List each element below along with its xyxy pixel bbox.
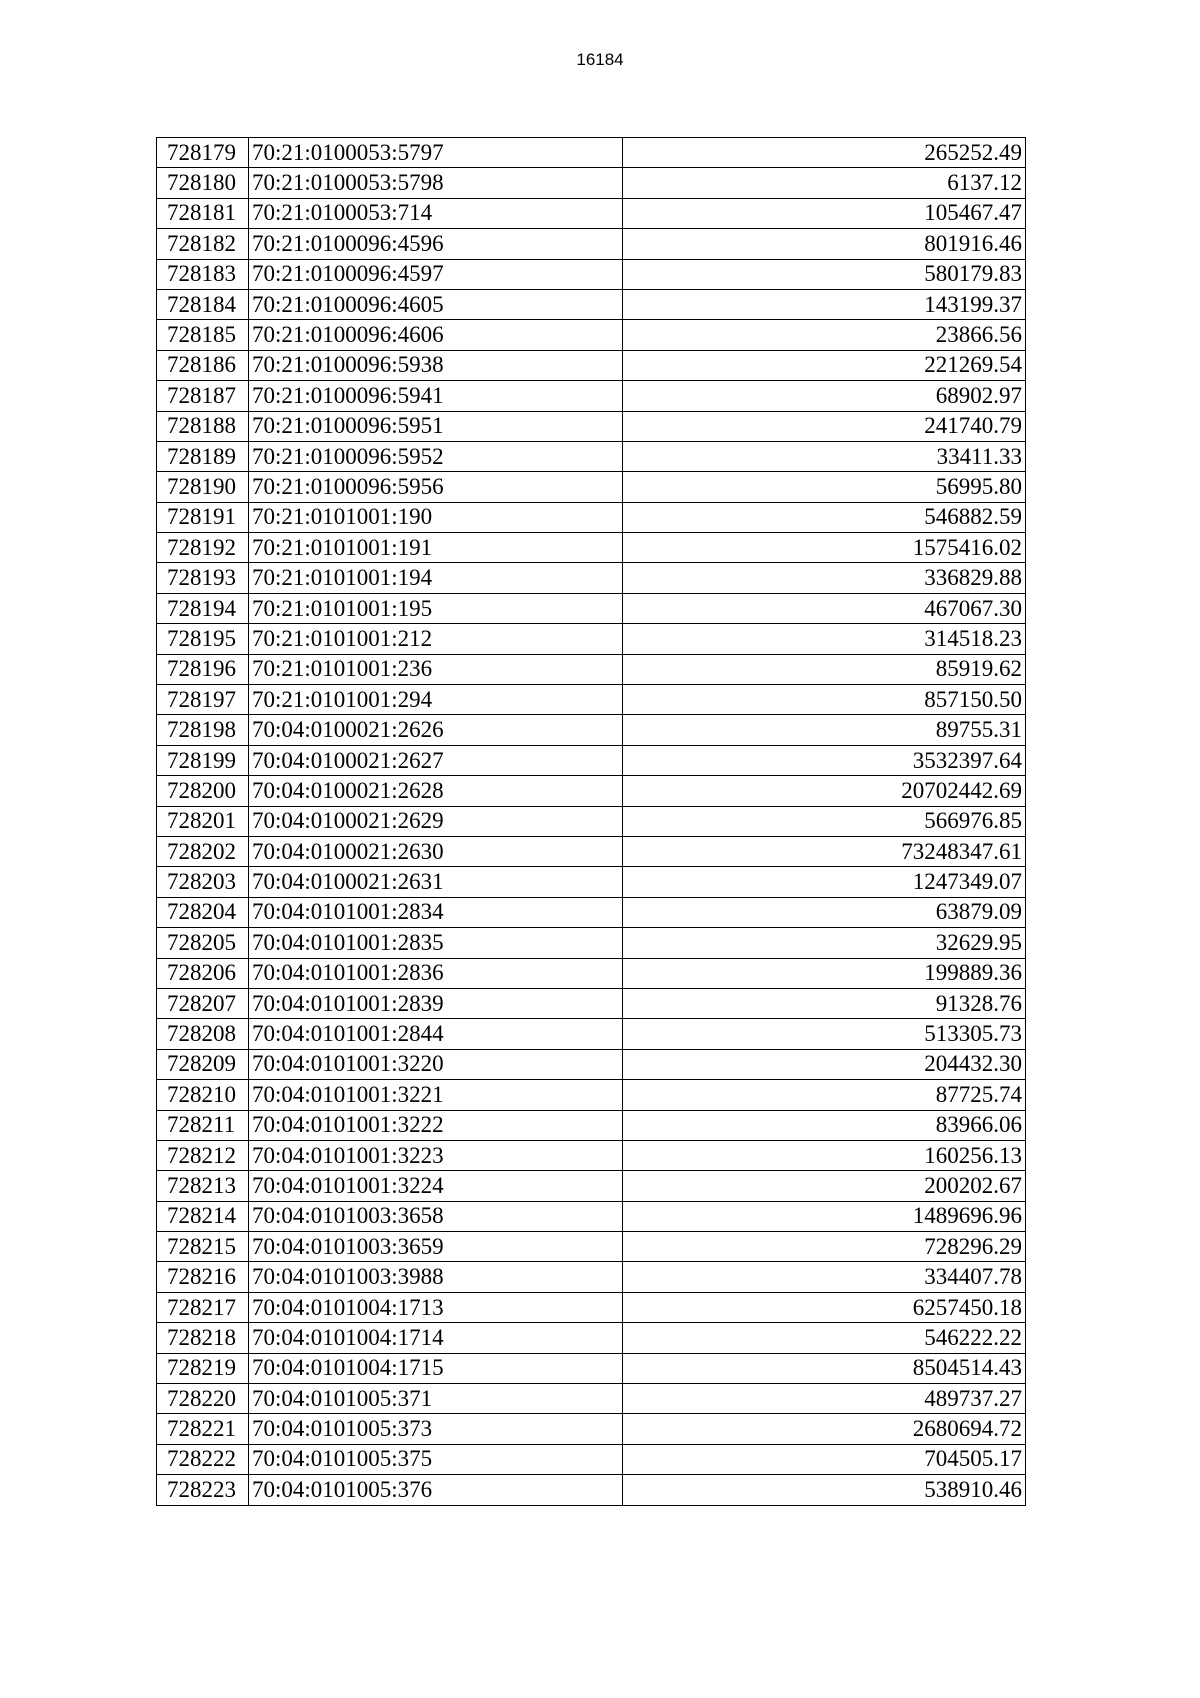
value-cell: 566976.85 (623, 806, 1026, 836)
row-number-cell: 728211 (157, 1110, 249, 1140)
row-number-cell: 728182 (157, 229, 249, 259)
table-row (157, 1384, 1026, 1414)
table-row (157, 1201, 1026, 1231)
cadastral-number-cell: 70:21:0100096:5956 (249, 472, 623, 502)
table-row (157, 1444, 1026, 1474)
table-row (157, 1475, 1026, 1505)
row-number-cell: 728208 (157, 1019, 249, 1049)
row-number-cell: 728187 (157, 381, 249, 411)
cadastral-number-cell: 70:04:0100021:2628 (249, 776, 623, 806)
row-number-cell: 728201 (157, 806, 249, 836)
table-row (157, 1262, 1026, 1292)
row-number-cell: 728216 (157, 1262, 249, 1292)
value-cell: 83966.06 (623, 1110, 1026, 1140)
cadastral-number-cell: 70:04:0101001:3221 (249, 1080, 623, 1110)
table-row (157, 745, 1026, 775)
table-row (157, 441, 1026, 471)
value-cell: 241740.79 (623, 411, 1026, 441)
cadastral-number-cell: 70:21:0101001:190 (249, 502, 623, 532)
value-cell: 265252.49 (623, 138, 1026, 168)
value-cell: 89755.31 (623, 715, 1026, 745)
table-row (157, 806, 1026, 836)
table-row (157, 259, 1026, 289)
value-cell: 204432.30 (623, 1049, 1026, 1079)
row-number-cell: 728213 (157, 1171, 249, 1201)
row-number-cell: 728180 (157, 168, 249, 198)
value-cell: 6137.12 (623, 168, 1026, 198)
cadastral-number-cell: 70:04:0101003:3988 (249, 1262, 623, 1292)
table-row (157, 624, 1026, 654)
value-cell: 105467.47 (623, 198, 1026, 228)
row-number-cell: 728204 (157, 897, 249, 927)
row-number-cell: 728212 (157, 1140, 249, 1170)
row-number-cell: 728200 (157, 776, 249, 806)
row-number-cell: 728184 (157, 289, 249, 319)
table-row (157, 1353, 1026, 1383)
value-cell: 8504514.43 (623, 1353, 1026, 1383)
value-cell: 20702442.69 (623, 776, 1026, 806)
value-cell: 63879.09 (623, 897, 1026, 927)
row-number-cell: 728181 (157, 198, 249, 228)
cadastral-number-cell: 70:21:0100053:5797 (249, 138, 623, 168)
row-number-cell: 728196 (157, 654, 249, 684)
cadastral-number-cell: 70:04:0101003:3658 (249, 1201, 623, 1231)
cadastral-number-cell: 70:04:0100021:2631 (249, 867, 623, 897)
table-row (157, 836, 1026, 866)
value-cell: 87725.74 (623, 1080, 1026, 1110)
cadastral-number-cell: 70:04:0100021:2627 (249, 745, 623, 775)
row-number-cell: 728194 (157, 593, 249, 623)
table-row (157, 350, 1026, 380)
cadastral-number-cell: 70:21:0101001:236 (249, 654, 623, 684)
value-cell: 32629.95 (623, 928, 1026, 958)
cadastral-number-cell: 70:21:0100096:5951 (249, 411, 623, 441)
cadastral-number-cell: 70:04:0101005:371 (249, 1384, 623, 1414)
value-cell: 85919.62 (623, 654, 1026, 684)
cadastral-number-cell: 70:21:0100096:5941 (249, 381, 623, 411)
row-number-cell: 728210 (157, 1080, 249, 1110)
cadastral-number-cell: 70:04:0100021:2630 (249, 836, 623, 866)
value-cell: 68902.97 (623, 381, 1026, 411)
table-row (157, 381, 1026, 411)
cadastral-number-cell: 70:04:0101001:2836 (249, 958, 623, 988)
value-cell: 580179.83 (623, 259, 1026, 289)
table-row (157, 229, 1026, 259)
value-cell: 489737.27 (623, 1384, 1026, 1414)
value-cell: 6257450.18 (623, 1292, 1026, 1322)
value-cell: 1247349.07 (623, 867, 1026, 897)
cadastral-number-cell: 70:21:0101001:191 (249, 533, 623, 563)
cadastral-number-cell: 70:04:0101001:3224 (249, 1171, 623, 1201)
row-number-cell: 728203 (157, 867, 249, 897)
row-number-cell: 728193 (157, 563, 249, 593)
table-row (157, 1140, 1026, 1170)
value-cell: 728296.29 (623, 1232, 1026, 1262)
cadastral-value-table (156, 137, 1026, 1506)
table-row (157, 320, 1026, 350)
value-cell: 56995.80 (623, 472, 1026, 502)
value-cell: 2680694.72 (623, 1414, 1026, 1444)
row-number-cell: 728195 (157, 624, 249, 654)
table-row (157, 138, 1026, 168)
table-row (157, 1019, 1026, 1049)
table-row (157, 1232, 1026, 1262)
value-cell: 143199.37 (623, 289, 1026, 319)
table-row (157, 472, 1026, 502)
table-row (157, 715, 1026, 745)
row-number-cell: 728218 (157, 1323, 249, 1353)
value-cell: 801916.46 (623, 229, 1026, 259)
table-row (157, 502, 1026, 532)
cadastral-number-cell: 70:21:0100096:4605 (249, 289, 623, 319)
row-number-cell: 728222 (157, 1444, 249, 1474)
row-number-cell: 728179 (157, 138, 249, 168)
table-row (157, 1080, 1026, 1110)
row-number-cell: 728189 (157, 441, 249, 471)
value-cell: 23866.56 (623, 320, 1026, 350)
row-number-cell: 728223 (157, 1475, 249, 1505)
row-number-cell: 728199 (157, 745, 249, 775)
table-row (157, 1414, 1026, 1444)
table-body (157, 138, 1026, 1506)
cadastral-number-cell: 70:04:0101003:3659 (249, 1232, 623, 1262)
cadastral-number-cell: 70:04:0101001:2834 (249, 897, 623, 927)
value-cell: 200202.67 (623, 1171, 1026, 1201)
cadastral-number-cell: 70:04:0101004:1715 (249, 1353, 623, 1383)
row-number-cell: 728207 (157, 988, 249, 1018)
cadastral-number-cell: 70:21:0100096:5952 (249, 441, 623, 471)
table-row (157, 1292, 1026, 1322)
cadastral-number-cell: 70:21:0100096:4596 (249, 229, 623, 259)
row-number-cell: 728185 (157, 320, 249, 350)
cadastral-number-cell: 70:04:0101005:373 (249, 1414, 623, 1444)
cadastral-number-cell: 70:04:0101004:1713 (249, 1292, 623, 1322)
table-row (157, 958, 1026, 988)
cadastral-number-cell: 70:04:0101005:375 (249, 1444, 623, 1474)
value-cell: 73248347.61 (623, 836, 1026, 866)
table-row (157, 533, 1026, 563)
row-number-cell: 728214 (157, 1201, 249, 1231)
cadastral-number-cell: 70:21:0101001:294 (249, 685, 623, 715)
cadastral-number-cell: 70:04:0101001:3223 (249, 1140, 623, 1170)
table-row (157, 289, 1026, 319)
value-cell: 704505.17 (623, 1444, 1026, 1474)
cadastral-number-cell: 70:04:0101005:376 (249, 1475, 623, 1505)
row-number-cell: 728209 (157, 1049, 249, 1079)
row-number-cell: 728220 (157, 1384, 249, 1414)
row-number-cell: 728217 (157, 1292, 249, 1322)
cadastral-number-cell: 70:21:0101001:194 (249, 563, 623, 593)
value-cell: 221269.54 (623, 350, 1026, 380)
cadastral-number-cell: 70:04:0101001:2839 (249, 988, 623, 1018)
value-cell: 467067.30 (623, 593, 1026, 623)
table-row (157, 776, 1026, 806)
row-number-cell: 728186 (157, 350, 249, 380)
page-number: 16184 (576, 50, 624, 69)
cadastral-number-cell: 70:04:0101001:2844 (249, 1019, 623, 1049)
cadastral-number-cell: 70:04:0100021:2629 (249, 806, 623, 836)
cadastral-number-cell: 70:21:0101001:212 (249, 624, 623, 654)
row-number-cell: 728192 (157, 533, 249, 563)
cadastral-number-cell: 70:21:0101001:195 (249, 593, 623, 623)
table-row (157, 1323, 1026, 1353)
table-row (157, 988, 1026, 1018)
row-number-cell: 728198 (157, 715, 249, 745)
value-cell: 336829.88 (623, 563, 1026, 593)
value-cell: 857150.50 (623, 685, 1026, 715)
cadastral-number-cell: 70:04:0101004:1714 (249, 1323, 623, 1353)
row-number-cell: 728219 (157, 1353, 249, 1383)
table-row (157, 928, 1026, 958)
table-row (157, 897, 1026, 927)
value-cell: 546222.22 (623, 1323, 1026, 1353)
table-row (157, 563, 1026, 593)
cadastral-number-cell: 70:21:0100096:4606 (249, 320, 623, 350)
table-row (157, 685, 1026, 715)
cadastral-number-cell: 70:04:0101001:2835 (249, 928, 623, 958)
value-cell: 160256.13 (623, 1140, 1026, 1170)
row-number-cell: 728191 (157, 502, 249, 532)
table-row (157, 1171, 1026, 1201)
value-cell: 538910.46 (623, 1475, 1026, 1505)
value-cell: 513305.73 (623, 1019, 1026, 1049)
table-row (157, 593, 1026, 623)
table-row (157, 198, 1026, 228)
table-row (157, 168, 1026, 198)
value-cell: 199889.36 (623, 958, 1026, 988)
table-row (157, 1049, 1026, 1079)
value-cell: 1575416.02 (623, 533, 1026, 563)
table-row (157, 867, 1026, 897)
row-number-cell: 728202 (157, 836, 249, 866)
row-number-cell: 728221 (157, 1414, 249, 1444)
table-row (157, 1110, 1026, 1140)
value-cell: 1489696.96 (623, 1201, 1026, 1231)
cadastral-number-cell: 70:21:0100096:4597 (249, 259, 623, 289)
cadastral-number-cell: 70:21:0100096:5938 (249, 350, 623, 380)
row-number-cell: 728205 (157, 928, 249, 958)
cadastral-number-cell: 70:04:0101001:3222 (249, 1110, 623, 1140)
row-number-cell: 728188 (157, 411, 249, 441)
value-cell: 334407.78 (623, 1262, 1026, 1292)
cadastral-number-cell: 70:04:0101001:3220 (249, 1049, 623, 1079)
row-number-cell: 728197 (157, 685, 249, 715)
value-cell: 33411.33 (623, 441, 1026, 471)
row-number-cell: 728190 (157, 472, 249, 502)
value-cell: 314518.23 (623, 624, 1026, 654)
row-number-cell: 728206 (157, 958, 249, 988)
table-row (157, 411, 1026, 441)
value-cell: 91328.76 (623, 988, 1026, 1018)
value-cell: 546882.59 (623, 502, 1026, 532)
cadastral-number-cell: 70:04:0100021:2626 (249, 715, 623, 745)
row-number-cell: 728215 (157, 1232, 249, 1262)
value-cell: 3532397.64 (623, 745, 1026, 775)
cadastral-number-cell: 70:21:0100053:714 (249, 198, 623, 228)
table-row (157, 654, 1026, 684)
row-number-cell: 728183 (157, 259, 249, 289)
cadastral-number-cell: 70:21:0100053:5798 (249, 168, 623, 198)
